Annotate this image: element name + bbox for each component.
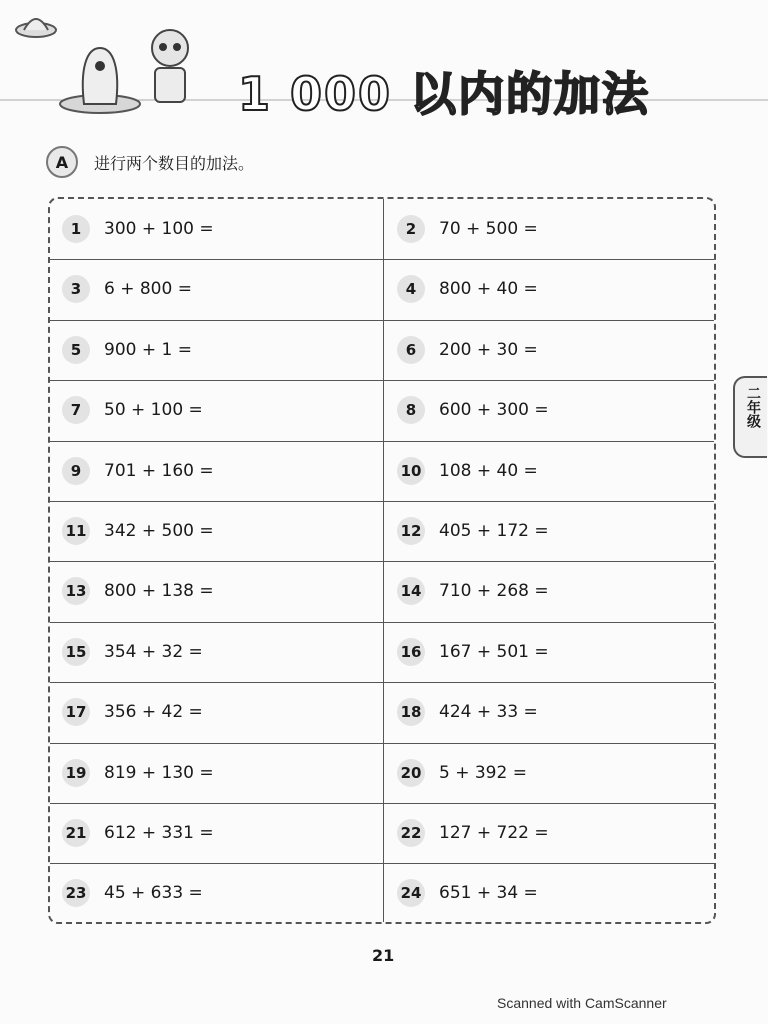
- problem-expression: 6 + 800 =: [104, 279, 192, 300]
- problem-cell[interactable]: [397, 638, 549, 666]
- problem-cell[interactable]: [62, 698, 203, 726]
- robot-icon: [152, 30, 188, 102]
- row-divider: [50, 622, 714, 623]
- problem-cell[interactable]: [397, 759, 527, 787]
- problem-expression: 651 + 34 =: [439, 883, 538, 904]
- problem-number: 22: [397, 819, 425, 847]
- problem-grid: [48, 197, 716, 924]
- problem-cell[interactable]: [62, 457, 214, 485]
- problem-cell[interactable]: [62, 336, 192, 364]
- problem-cell[interactable]: [397, 336, 538, 364]
- section-instruction: 进行两个数目的加法。: [94, 153, 255, 173]
- problem-cell[interactable]: [62, 819, 214, 847]
- problem-expression: 424 + 33 =: [439, 702, 538, 723]
- row-divider: [50, 803, 714, 804]
- problem-cell[interactable]: [397, 819, 549, 847]
- problem-number: 5: [62, 336, 90, 364]
- problem-cell[interactable]: [397, 215, 538, 243]
- problem-expression: 600 + 300 =: [439, 400, 549, 421]
- problem-cell[interactable]: [62, 577, 214, 605]
- row-divider: [50, 380, 714, 381]
- problem-expression: 5 + 392 =: [439, 762, 527, 783]
- problem-cell[interactable]: [62, 879, 203, 907]
- problem-expression: 167 + 501 =: [439, 641, 549, 662]
- row-divider: [50, 682, 714, 683]
- problem-expression: 800 + 40 =: [439, 279, 538, 300]
- problem-cell[interactable]: [397, 457, 538, 485]
- problem-cell[interactable]: [62, 215, 214, 243]
- problem-expression: 127 + 722 =: [439, 823, 549, 843]
- section-badge: A: [46, 146, 78, 178]
- problem-number: 21: [62, 819, 90, 847]
- problem-number: 2: [397, 215, 425, 243]
- problem-expression: 70 + 500 =: [439, 219, 538, 239]
- problem-cell[interactable]: [62, 396, 203, 424]
- page-number: 21: [372, 946, 395, 965]
- row-divider: [50, 561, 714, 562]
- problem-expression: 342 + 500 =: [104, 521, 214, 541]
- problem-number: 7: [62, 396, 90, 424]
- problem-expression: 710 + 268 =: [439, 581, 549, 602]
- problem-expression: 50 + 100 =: [104, 400, 203, 421]
- section-heading: [46, 146, 254, 178]
- row-divider: [50, 863, 714, 864]
- problem-expression: 405 + 172 =: [439, 521, 549, 541]
- problem-expression: 108 + 40 =: [439, 460, 538, 481]
- problem-number: 17: [62, 698, 90, 726]
- problem-number: 3: [62, 275, 90, 303]
- problem-expression: 701 + 160 =: [104, 460, 214, 481]
- problem-number: 24: [397, 879, 425, 907]
- ufo-icon: [16, 19, 56, 37]
- grade-label: 二年级: [745, 386, 761, 428]
- problem-number: 19: [62, 759, 90, 787]
- problem-expression: 45 + 633 =: [104, 883, 203, 904]
- problem-cell[interactable]: [397, 517, 549, 545]
- problem-number: 8: [397, 396, 425, 424]
- problem-number: 14: [397, 577, 425, 605]
- problem-number: 4: [397, 275, 425, 303]
- problem-number: 16: [397, 638, 425, 666]
- problem-cell[interactable]: [62, 275, 192, 303]
- row-divider: [50, 743, 714, 744]
- problem-cell[interactable]: [397, 577, 549, 605]
- row-divider: [50, 441, 714, 442]
- problem-cell[interactable]: [397, 879, 538, 907]
- problem-number: 13: [62, 577, 90, 605]
- page-title: 1 000 以内的加法: [238, 67, 651, 121]
- row-divider: [50, 259, 714, 260]
- page-header: [0, 0, 768, 130]
- problem-expression: 612 + 331 =: [104, 823, 214, 843]
- problem-number: 18: [397, 698, 425, 726]
- problem-number: 11: [62, 517, 90, 545]
- problem-cell[interactable]: [397, 275, 538, 303]
- problem-number: 1: [62, 215, 90, 243]
- problem-number: 20: [397, 759, 425, 787]
- row-divider: [50, 320, 714, 321]
- problem-cell[interactable]: [62, 517, 214, 545]
- grade-side-tab: [733, 376, 767, 458]
- problem-number: 15: [62, 638, 90, 666]
- row-divider: [50, 501, 714, 502]
- problem-cell[interactable]: [62, 759, 214, 787]
- problem-expression: 819 + 130 =: [104, 762, 214, 783]
- problem-expression: 900 + 1 =: [104, 339, 192, 360]
- problem-number: 10: [397, 457, 425, 485]
- scanner-watermark: Scanned with CamScanner: [497, 995, 667, 1011]
- problem-number: 9: [62, 457, 90, 485]
- problem-number: 12: [397, 517, 425, 545]
- problem-expression: 800 + 138 =: [104, 581, 214, 602]
- alien-icon: [60, 48, 140, 113]
- problem-cell[interactable]: [62, 638, 203, 666]
- problem-cell[interactable]: [397, 396, 549, 424]
- problem-expression: 354 + 32 =: [104, 641, 203, 662]
- problem-number: 23: [62, 879, 90, 907]
- problem-expression: 356 + 42 =: [104, 702, 203, 723]
- problem-number: 6: [397, 336, 425, 364]
- problem-expression: 200 + 30 =: [439, 339, 538, 360]
- problem-expression: 300 + 100 =: [104, 219, 214, 239]
- problem-cell[interactable]: [397, 698, 538, 726]
